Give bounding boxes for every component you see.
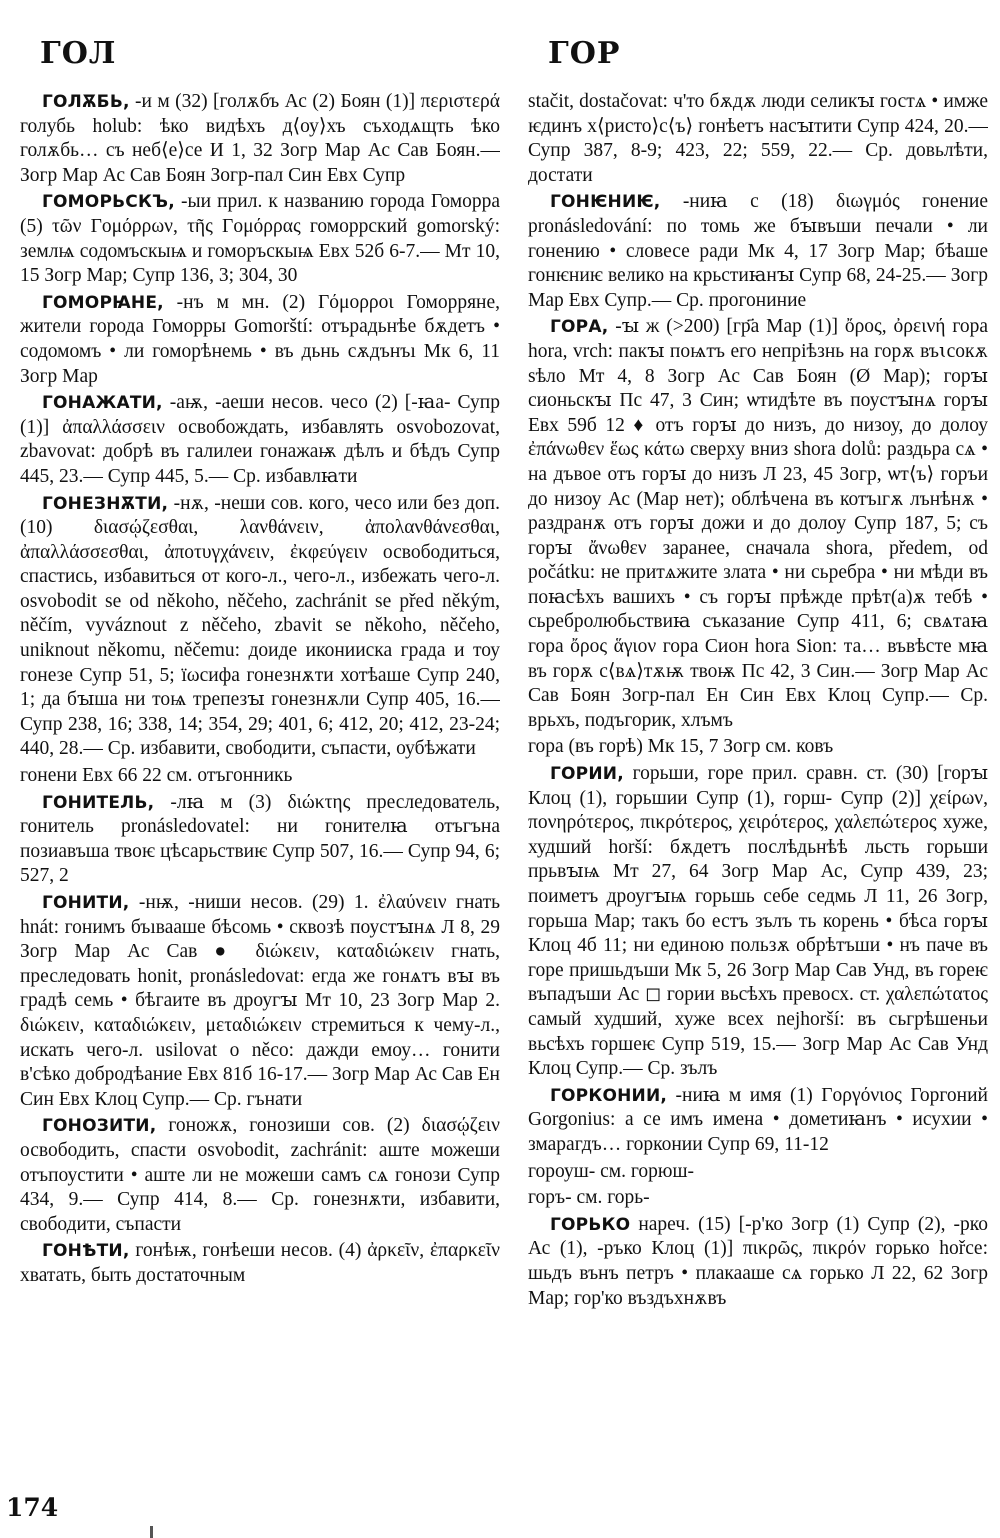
- entry-text: -и м (32) [голѫбъ Ас (2) Боян (1)] περιστερά голубь holub: ѣко видѣхъ д⟨оу⟩хъ съходѧщть ѣко голѫбь… съ неб⟨е⟩се И 1, 32 Зогр Мар Ас Сав Боян.— Зогр Мар Ас Сав Боян Зогр-пал Син Евх Супр: [20, 91, 500, 186]
- entry-headword: ГОРА,: [550, 317, 609, 338]
- left-column: [20, 90, 500, 1490]
- entry-text: -лꙗ м (3) διώκτης преследователь, гонитель pronásledovatel: ни гонителꙗ отъгъна позиавъша твоѥ цѣсарьствиѥ Супр 507, 16.— Супр 94, 6; 527, 2: [20, 791, 500, 887]
- dictionary-entry: [20, 1114, 500, 1237]
- entry-headword: ГОРКОНИИ,: [550, 1085, 668, 1106]
- entry-text: -ниꙗ м имя (1) Γοργόνιος Горгоний Gorgonius: а се имъ имена • дометиꙗнъ • исухии • змарагдъ… горконии Супр 69, 11-12: [528, 1084, 988, 1155]
- dictionary-entry: [20, 492, 500, 763]
- entry-headword: ГОМОРꙖНЕ,: [42, 292, 164, 313]
- entry-text: горьши, горе прил. сравн. ст. (30) [горꙑ Клоц (1), горьшии Супр (1), горш- Супр (2)] χείρων, πονηρότερος, πικρότερος, χειρότερος, χαλεπώτερος хуже, худший horší: бѫдетъ послѣдьнѣѣ льсть горьши прьвꙑѩ Мт 27, 64 Зогр Мар Ас, Супр 439, 23; поиметъ дроугꙑѩ горьшь себе седмь Л 11, 26 Зогр, горьша Мар; такъ бо естъ зълъ ть корень • бѣса горꙑ Клоц 4б 11; ни единою пользѫ обрѣтъши • нъ паче въ горе пришьдъши Мк 5, 26 Зогр Мар Сав Унд, въ гореѥ въпадъши Ас ◻ гории вьсѣхъ превосх. ст. χαλεπώτατος самый худший, хуже всех nejhorší: въ сьгрѣшеньи вьсѣхъ горшеѥ Супр 519, 15.— Зогр Мар Ас Сав Унд Клоц Супр.— Ср. зълъ: [528, 763, 988, 1080]
- entry-text: stačit, dostačovat: ч'то бѫдѫ люди селикꙑ гостѧ • имже ѥдинъ х⟨ристо⟩с⟨ъ⟩ гонѣетъ насꙑтити Супр 424, 20.— Супр 387, 8-9; 423, 22; 559, 22.— Ср. довьлѣти, достати: [528, 91, 988, 186]
- entry-headword: ГОНИТЕЛЬ,: [42, 792, 155, 813]
- dictionary-entry: [20, 291, 500, 389]
- entry-headword: ГОНѤНИѤ,: [550, 192, 661, 213]
- dictionary-entry: [528, 1084, 988, 1158]
- dictionary-entry: [528, 190, 988, 313]
- entry-headword: ГОРИИ,: [550, 764, 624, 785]
- entry-text: -нѫ, -неши сов. кого, чесо или без доп. (10) διασῴζεσθαι, λανθάνειν, ἀπολανθάνεσθαι, ἀπαλλάσσεσθαι, ἀποτυγχάνειν, ἐκφεύγειν освободиться, спастись, избавиться от кого-л., чего-л., избежать чего-л. osvobodit se od někoho, něčeho, zachránit se před někým, něčím, vyváznout z něčeho, zbavit se někoho, něčeho, uniknout někomu, něčemu: доиде иконииска града и тоу гонезе Супр 51, 5; ïωсифа гонезнѫти хотѣаше Супр 240, 1; да бꙑша ни тоѩ трепезꙑ гонезнѫли Супр 405, 16.— Супр 238, 16; 338, 14; 354, 29; 401, 6; 412, 20; 412, 23-24; 440, 28.— Ср. избавити, свободити, съпасти, оубѣжати: [20, 492, 500, 760]
- entry-text: -ыи прил. к названию города Гоморра (5) τῶν Γομόρρων, τῆς Γομόρρας гоморрский gomorský: землѩ содомъскыѩ и гоморъскыѩ Евх 52б 6-7.— Мт 10, 15 Зогр Мар; Супр 136, 3; 304, 30: [20, 191, 500, 287]
- dictionary-entry: [20, 891, 500, 1112]
- entry-text: -нѭ, -ниши несов. (29) 1. ἐλαύνειν гнать hnát: гонимъ бъıвааше бѣсомь • сквозѣ поустꙑнѧ Л 8, 29 Зогр Мар Ас Сав ● διώκειν, καταδιώκειν гнать, преследовать honit, pronásledovat: егда же гонѧтъ вꙑ въ градѣ семь • бѣгаите въ дроугꙑ Мт 10, 23 Зогр Мар 2. διώκειν, καταδιώκειν, μεταδιώκειν стремиться к чему-л., искать чего-л. usilovat o něco: дажди емоу… гонити в'сѣко добродѣание Евх 81б 16-17.— Зогр Мар Ас Сав Ен Син Евх Клоц Супр.— Ср. гънати: [20, 892, 500, 1110]
- entry-text: гонени Евх 66 22 см. отъгонникь: [20, 765, 293, 787]
- dictionary-entry: [528, 315, 988, 733]
- dictionary-entry: [528, 90, 988, 188]
- page-number: 174: [6, 1493, 59, 1522]
- entry-headword: ГОРЬКО: [550, 1214, 631, 1235]
- dictionary-entry: [20, 391, 500, 489]
- entry-headword: ГОНАЖАТИ,: [42, 393, 163, 414]
- dictionary-entry: [20, 791, 500, 889]
- dictionary-entry: [528, 1160, 988, 1185]
- dictionary-entry: [528, 762, 988, 1082]
- entry-text: гонѣѭ, гонѣеши несов. (4) ἀρκεῖν, ἐπαρκεῖν хватать, быть достаточным: [20, 1240, 500, 1286]
- entry-headword: ГОМОРЬСКЪ,: [42, 192, 175, 213]
- entry-text: нареч. (15) [-р'ко Зогр (1) Супр (2), -рко Ас (1), -ръко Клоц (1)] πικρῶς, πικρόν горько hořce: шьдъ вънъ петръ • плакааше сѧ горько Л 22, 62 Зогр Мар; гор'ко въздъхнѫвъ: [528, 1213, 988, 1309]
- entry-headword: ГОНЕЗНѪТИ,: [42, 493, 169, 514]
- running-head-left: ГОЛ: [40, 36, 117, 71]
- scan-mark: [150, 1526, 153, 1538]
- entry-text: -нъ м мн. (2) Γόμορροι Гоморряне, жители города Гоморры Gomorští: отърадьнѣе бѫдетъ • содомомъ • ли гоморѣнемь • въ дьнь сѫдънъı Мк 6, 11 Зогр Мар: [20, 291, 500, 387]
- entry-text: гороуш- см. горюш-: [528, 1160, 694, 1182]
- dictionary-entry: [20, 764, 500, 789]
- dictionary-entry: [528, 1213, 988, 1311]
- entry-headword: ГОНѢТИ,: [42, 1241, 130, 1262]
- entry-text: гоножѫ, гонозиши сов. (2) διασῴζειν освободить, спасти osvobodit, zachránit: аште можеши отъпоустити • аште ли не можеши самъ сѧ гонози Супр 434, 9.— Супр 414, 8.— Ср. гонезнѫти, избавити, свободити, съпасти: [20, 1115, 500, 1235]
- dictionary-entry: [528, 735, 988, 760]
- running-head-right: ГОР: [548, 36, 621, 71]
- entry-headword: ГОЛѪБЬ,: [42, 92, 130, 112]
- right-column: [528, 90, 988, 1490]
- entry-text: горъ- см. горь-: [528, 1187, 650, 1209]
- entry-text: гора (въ горѣ) Мк 15, 7 Зогр см. ковъ: [528, 736, 834, 758]
- dictionary-entry: [20, 190, 500, 288]
- entry-headword: ГОНИТИ,: [42, 893, 130, 913]
- entry-headword: ГОНОЗИТИ,: [42, 1116, 157, 1137]
- dictionary-entry: [528, 1186, 988, 1211]
- entry-text: -аѭ, -аеши несов. чесо (2) [-ꙗа- Супр (1)] ἀπαλλάσσειν освобождать, избавлять osvobozovat, zbavovat: добрѣ въ галилеи гонажаѭ дѣлъ и бѣдъ Супр 445, 23.— Супр 445, 5.— Ср. избавлꙗти: [20, 392, 500, 487]
- dictionary-entry: [20, 1239, 500, 1288]
- entry-text: -ꙑ ж (>200) [гр҃а Мар (1)] ὄρος, ὀρεινή гора hora, vrch: пакꙑ поѩтъ его непріѣзнь на горѫ въꙇсокѫ ѕѣло Мт 4, 8 Зогр Ас Сав Боян (Ø Мар); горꙑ сионьскꙑ Пс 47, 3 Син; ѡтидѣте въ поустꙑнѧ горꙑ Евх 59б 12 ♦ отъ горꙑ до низъ, до низоу, до долоу ἐπάνωθεν ἕως κάτω сверху вниз shora dolů: раздьра сѧ • на дъвое отъ горꙑ до низъ Л 23, 45 Зогр, ѡт⟨ъ⟩ горъи до низоу Ас (Мар нет); облѣчена въ котъıгѫ лънѣнѫ • раздранѫ отъ горꙑ дожи и до долоу Супр 187, 5; съ горꙑ ἄνωθεν заранее, сначала shora, předem, od počátku: не притѧжите злата • ни сьребра • ни мѣди въ поꙗсѣхъ вашихъ • съ горꙑ прѣжде прѣт(а)ѫ тебѣ • сьребролюбьствиꙗ съказание Супр 411, 6; свѧтаꙗ гора ὄρος ἅγιον гора Сион hora Sion: та… въвѣсте мꙗ въ горѫ с⟨вѧ⟩тѫѭ твоѭ Пс 42, 3 Син.— Зогр Мар Ас Сав Боян Зогр-пал Ен Син Евх Клоц Супр.— Ср. врьхъ, подъгорик, хлъмъ: [528, 316, 988, 731]
- dictionary-entry: [20, 90, 500, 188]
- entry-text: -ниꙗ с (18) διωγμός гонение pronásledování: по томь же бꙑвъши печали • ли гонению • словесе ради Мк 4, 17 Зогр Мар; бѣаше гонѥниѥ велико на крьстиꙗнꙑ Супр 68, 24-25.— Зогр Мар Евх Супр.— Ср. прогониние: [528, 191, 988, 311]
